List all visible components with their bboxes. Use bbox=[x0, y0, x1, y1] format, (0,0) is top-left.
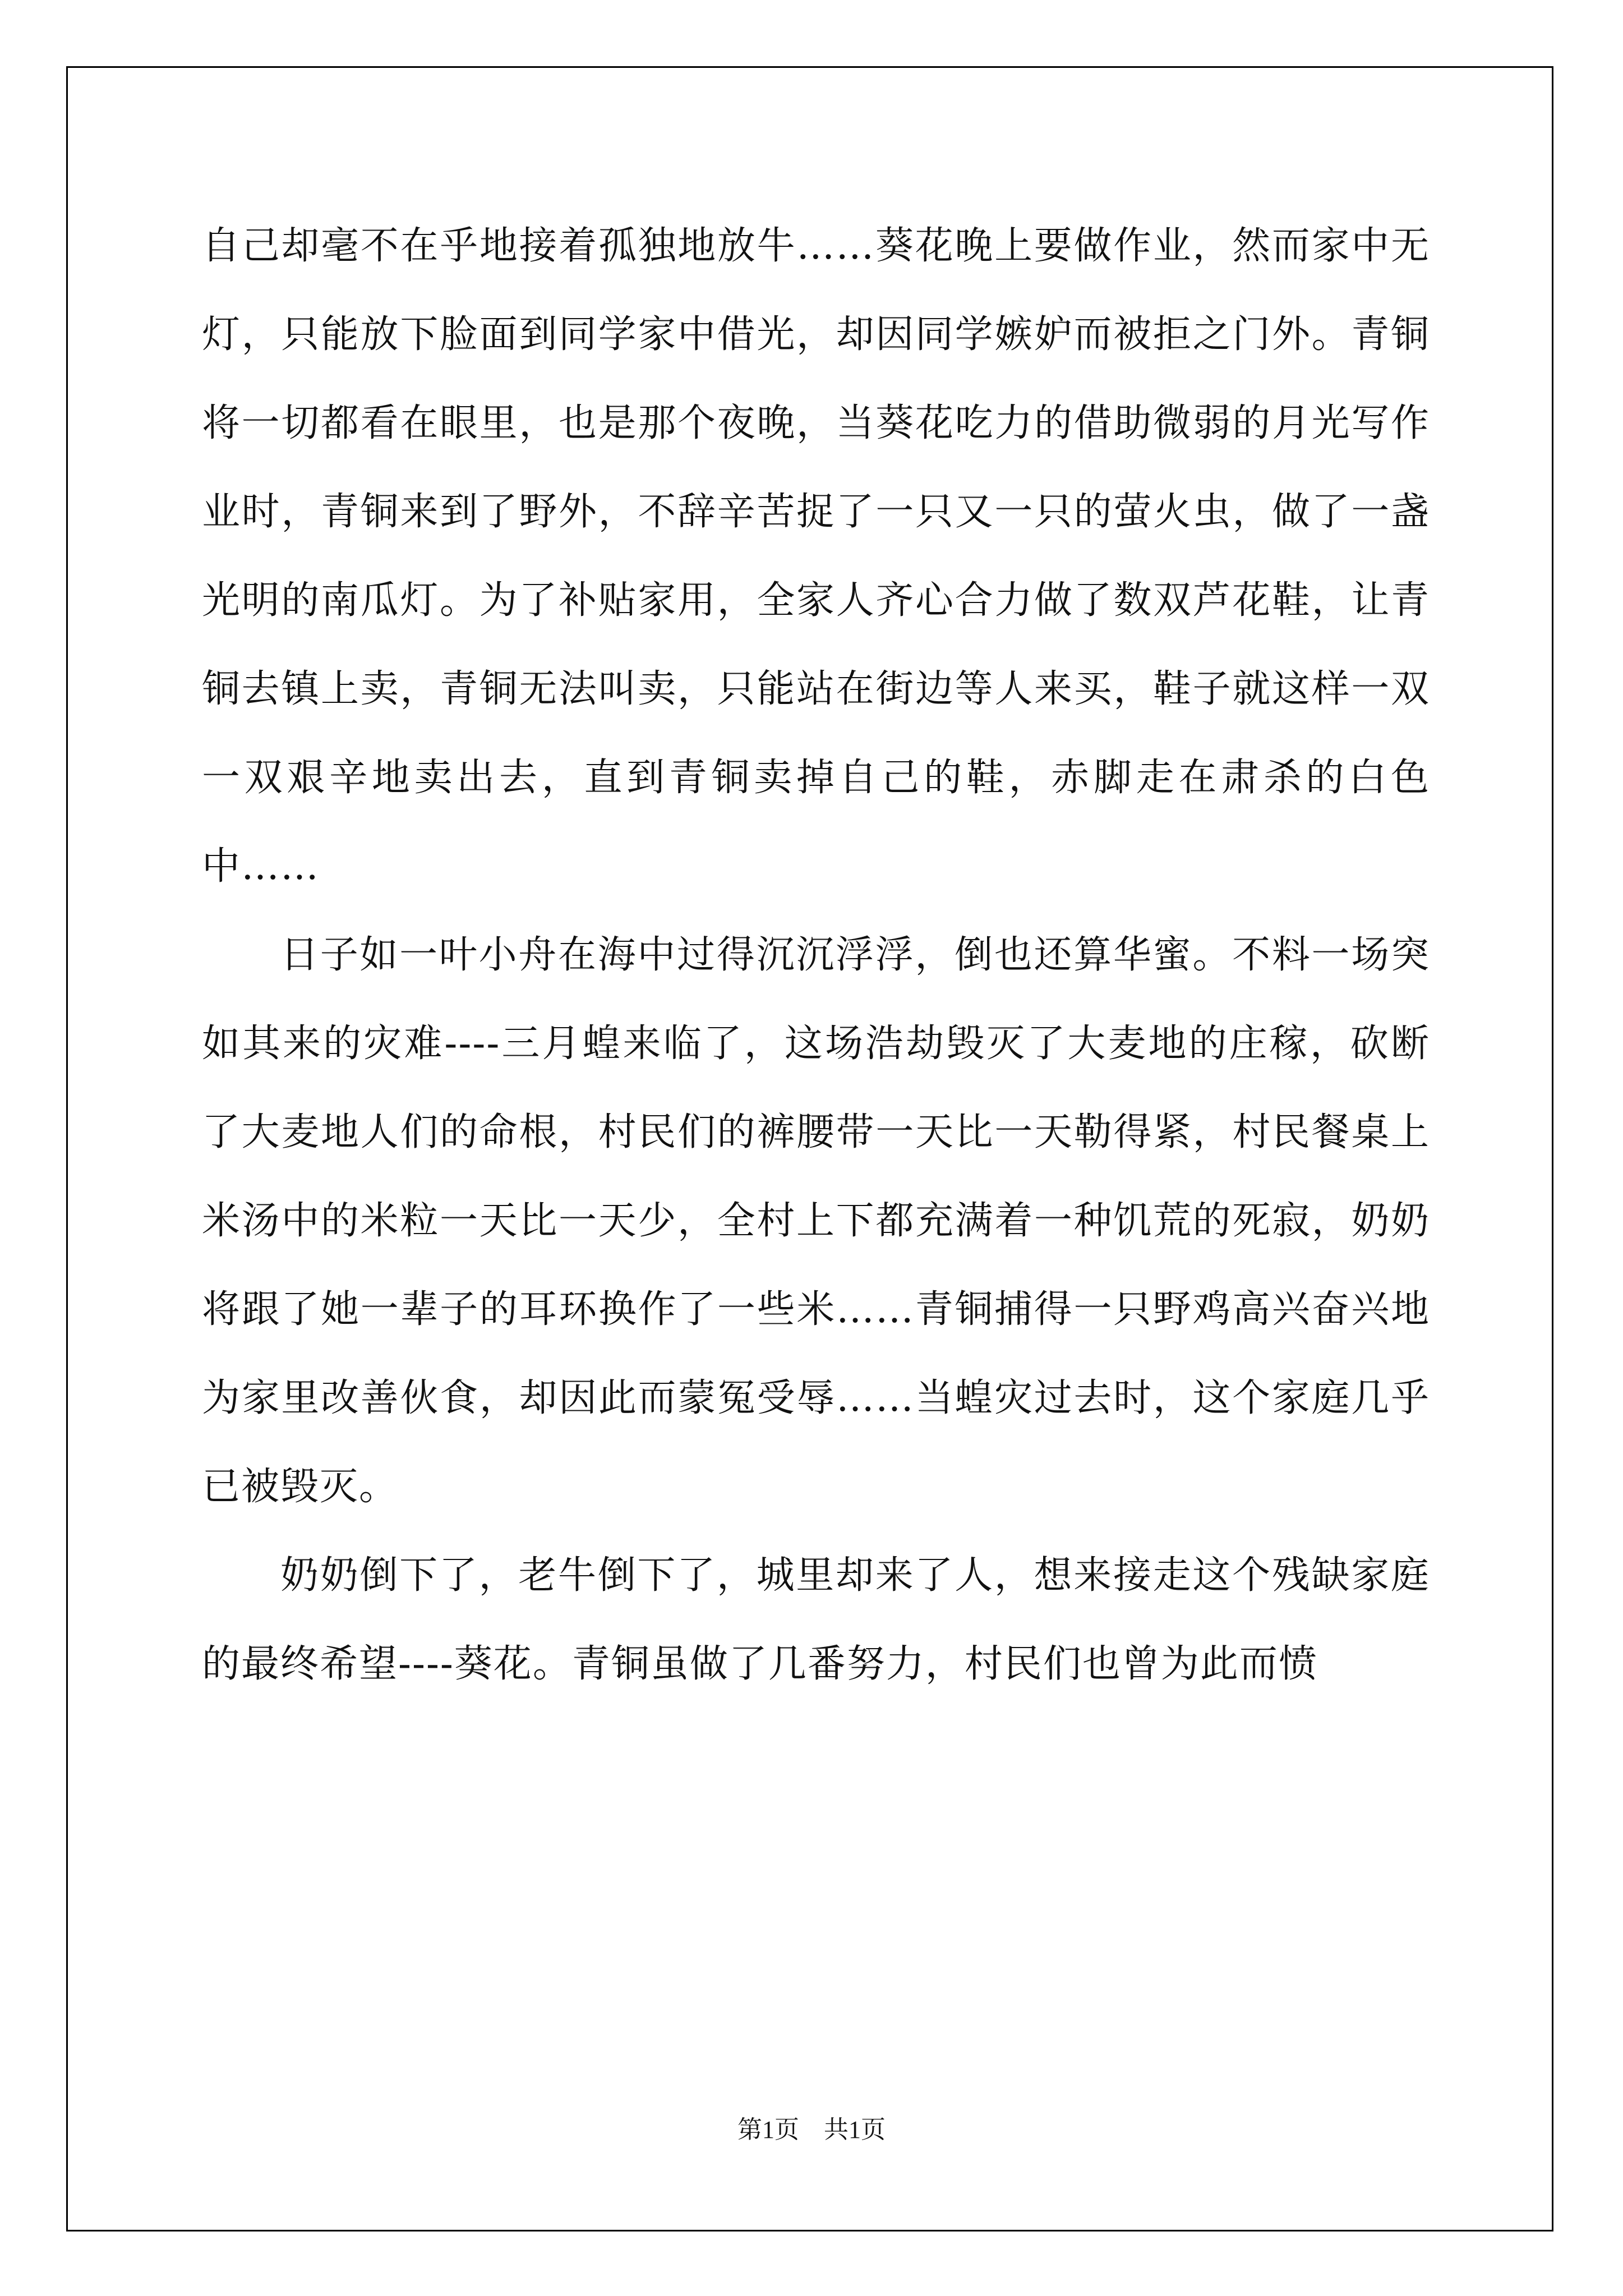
paragraph-2: 日子如一叶小舟在海中过得沉沉浮浮，倒也还算华蜜。不料一场突如其来的灾难----三月蝗来临了，这场浩劫毁灭了大麦地的庄稼，砍断了大麦地人们的命根，村民们的裤腰带一天比一天勒得紧，村民餐桌上米汤中的米粒一天比一天少，全村上下都充满着一种饥荒的死寂，奶奶将跟了她一辈子的耳环换作了一些米……青铜捕得一只野鸡高兴奋兴地为家里改善伙食，却因此而蒙冤受辱……当蝗灾过去时，这个家庭几乎已被毁灭。 bbox=[202, 933, 1430, 1509]
paragraph-1: 自己却毫不在乎地接着孤独地放牛……葵花晚上要做作业，然而家中无灯，只能放下脸面到同学家中借光，却因同学嫉妒而被拒之门外。青铜将一切都看在眼里，也是那个夜晚，当葵花吃力的借助微弱的月光写作业时，青铜来到了野外，不辞辛苦捉了一只又一只的萤火虫，做了一盏光明的南瓜灯。为了补贴家用，全家人齐心合力做了数双芦花鞋，让青铜去镇上卖，青铜无法叫卖，只能站在街边等人来买，鞋子就这样一双一双艰辛地卖出去，直到青铜卖掉自己的鞋，赤脚走在肃杀的白色中…… bbox=[202, 224, 1430, 889]
paragraph-3: 奶奶倒下了，老牛倒下了，城里却来了人，想来接走这个残缺家庭的最终希望----葵花。青铜虽做了几番努力，村民们也曾为此而愤 bbox=[202, 1553, 1430, 1686]
document-body bbox=[202, 202, 1430, 1709]
page-footer: 第1页 共1页 bbox=[737, 2116, 886, 2143]
